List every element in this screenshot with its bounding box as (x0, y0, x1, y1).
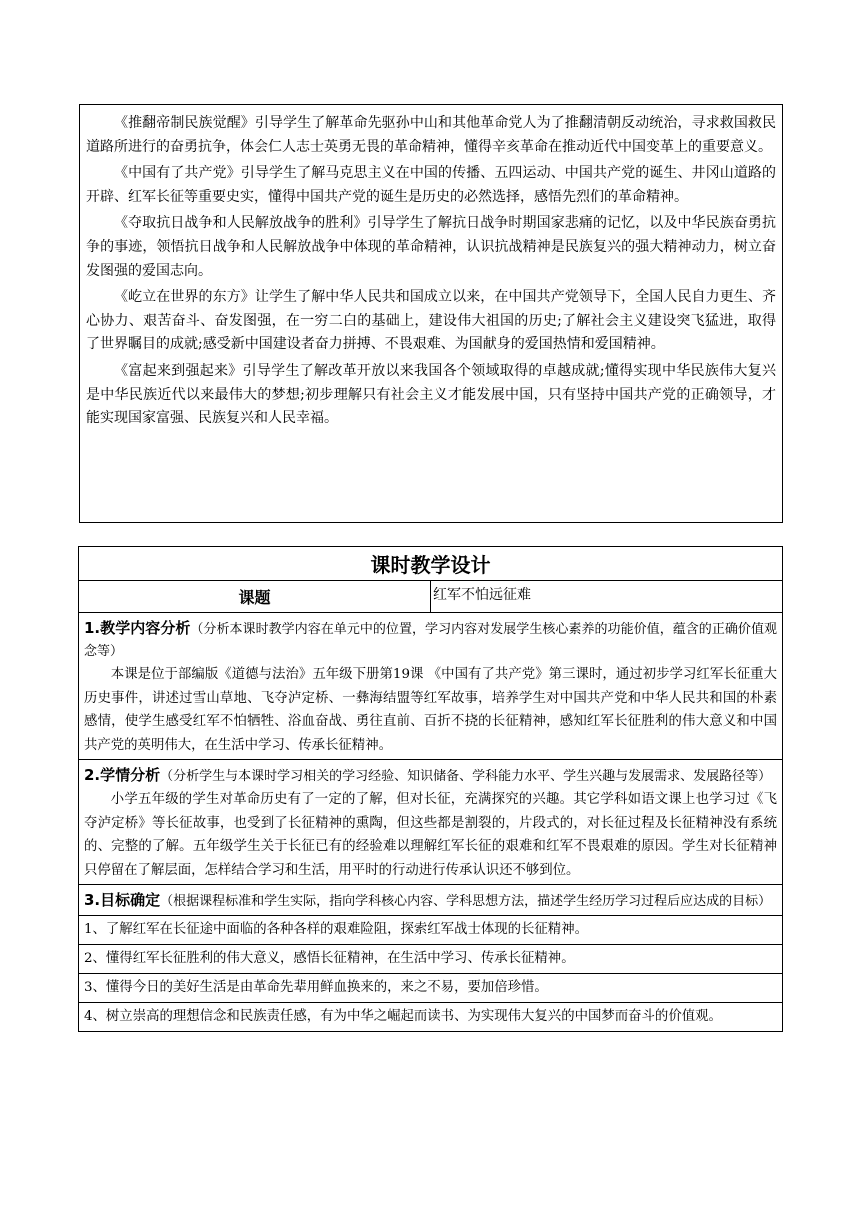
section-note: （分析学生与本课时学习相关的学习经验、知识储备、学科能力水平、学生兴趣与发展需求、发展路径等） (160, 769, 772, 784)
overview-paragraph: 《中国有了共产党》引导学生了解马克思主义在中国的传播、五四运动、中国共产党的诞生、井冈山道路的开辟、红军长征等重要史实，懂得中国共产党的诞生是历史的必然选择，感悟先烈们的革命精神。 (86, 165, 776, 205)
section-header (84, 889, 777, 913)
overview-paragraph: 《屹立在世界的东方》让学生了解中华人民共和国成立以来，在中国共产党领导下，全国人民自力更生、齐心协力、艰苦奋斗、奋发图强，在一穷二白的基础上，建设伟大祖国的历史;了解社会主义建设突飞猛进，取得了世界瞩目的成就;感受新中国建设者奋力拼搏、不畏艰难、为国献身的爱国热情和爱国精神。 (86, 289, 776, 353)
overview-paragraph: 《推翻帝制民族觉醒》引导学生了解革命先驱孙中山和其他革命党人为了推翻清朝反动统治，寻求救国救民道路所进行的奋勇抗争，体会仁人志士英勇无畏的革命精神，懂得辛亥革命在推动近代中国变革上的重要意义。 (86, 115, 776, 155)
table-title: 课时教学设计 (79, 547, 783, 581)
goal-item: 2、懂得红军长征胜利的伟大意义，感悟长征精神，在生活中学习、传承长征精神。 (79, 945, 783, 974)
goal-item: 4、树立崇高的理想信念和民族责任感，有为中华之崛起而读书、为实现伟大复兴的中国梦而奋斗的价值观。 (79, 1003, 783, 1032)
unit-overview-box (79, 104, 783, 523)
topic-value: 红军不怕远征难 (431, 581, 783, 613)
section-goals-header (79, 885, 783, 916)
section-body: 本课是位于部编版《道德与法治》五年级下册第19课 《中国有了共产党》第三课时，通过初步学习红军长征重大历史事件，讲述过雪山草地、飞夺泸定桥、一彝海结盟等红军故事，培养学生对中国共产党和中华人民共和国的朴素感情，使学生感受红军不怕牺牲、浴血奋战、勇往直前、百折不挠的长征精神，感知红军长征胜利的伟大意义和中国共产党的英明伟大，在生活中学习、传承长征精神。 (84, 667, 777, 753)
overview-paragraph: 《夺取抗日战争和人民解放战争的胜利》引导学生了解抗日战争时期国家悲痛的记忆，以及中华民族奋勇抗争的事迹，领悟抗日战争和人民解放战争中体现的革命精神，认识抗战精神是民族复兴的强大精神动力，树立奋发图强的爱国志向。 (86, 215, 776, 279)
section-student-analysis (79, 760, 783, 885)
section-heading: 2.学情分析 (84, 766, 161, 784)
goal-item: 1、了解红军在长征途中面临的各种各样的艰难险阻，探索红军战士体现的长征精神。 (79, 916, 783, 945)
overview-paragraph: 《富起来到强起来》引导学生了解改革开放以来我国各个领域取得的卓越成就;懂得实现中华民族伟大复兴是中华民族近代以来最伟大的梦想;初步理解只有社会主义才能发展中国，只有坚持中国共产党的正确领导，才能实现国家富强、民族复兴和人民幸福。 (86, 362, 776, 427)
goal-item: 3、懂得今日的美好生活是由革命先辈用鲜血换来的，来之不易，要加倍珍惜。 (79, 974, 783, 1003)
section-heading: 3.目标确定 (84, 891, 161, 909)
section-heading: 1.教学内容分析 (84, 619, 191, 637)
lesson-design-table (78, 546, 783, 1032)
section-note: （根据课程标准和学生实际，指向学科核心内容、学科思想方法，描述学生经历学习过程后应达成的目标） (160, 894, 772, 909)
section-header (84, 764, 777, 788)
section-content-analysis (79, 613, 783, 760)
section-body: 小学五年级的学生对革命历史有了一定的了解，但对长征，充满探究的兴趣。其它学科如语文课上也学习过《飞夺泸定桥》等长征故事，也受到了长征精神的熏陶，但这些都是割裂的，片段式的，对长征过程及长征精神没有系统的、完整的了解。五年级学生关于长征已有的经验难以理解红军长征的艰难和红军不畏艰难的原因。学生对长征精神只停留在了解层面，怎样结合学习和生活，用平时的行动进行传承认识还不够到位。 (84, 792, 777, 878)
section-header (84, 617, 777, 663)
topic-label: 课题 (79, 581, 431, 613)
section-note: （分析本课时教学内容在单元中的位置，学习内容对发展学生核心素养的功能价值，蕴含的正确价值观念等） (84, 622, 777, 659)
